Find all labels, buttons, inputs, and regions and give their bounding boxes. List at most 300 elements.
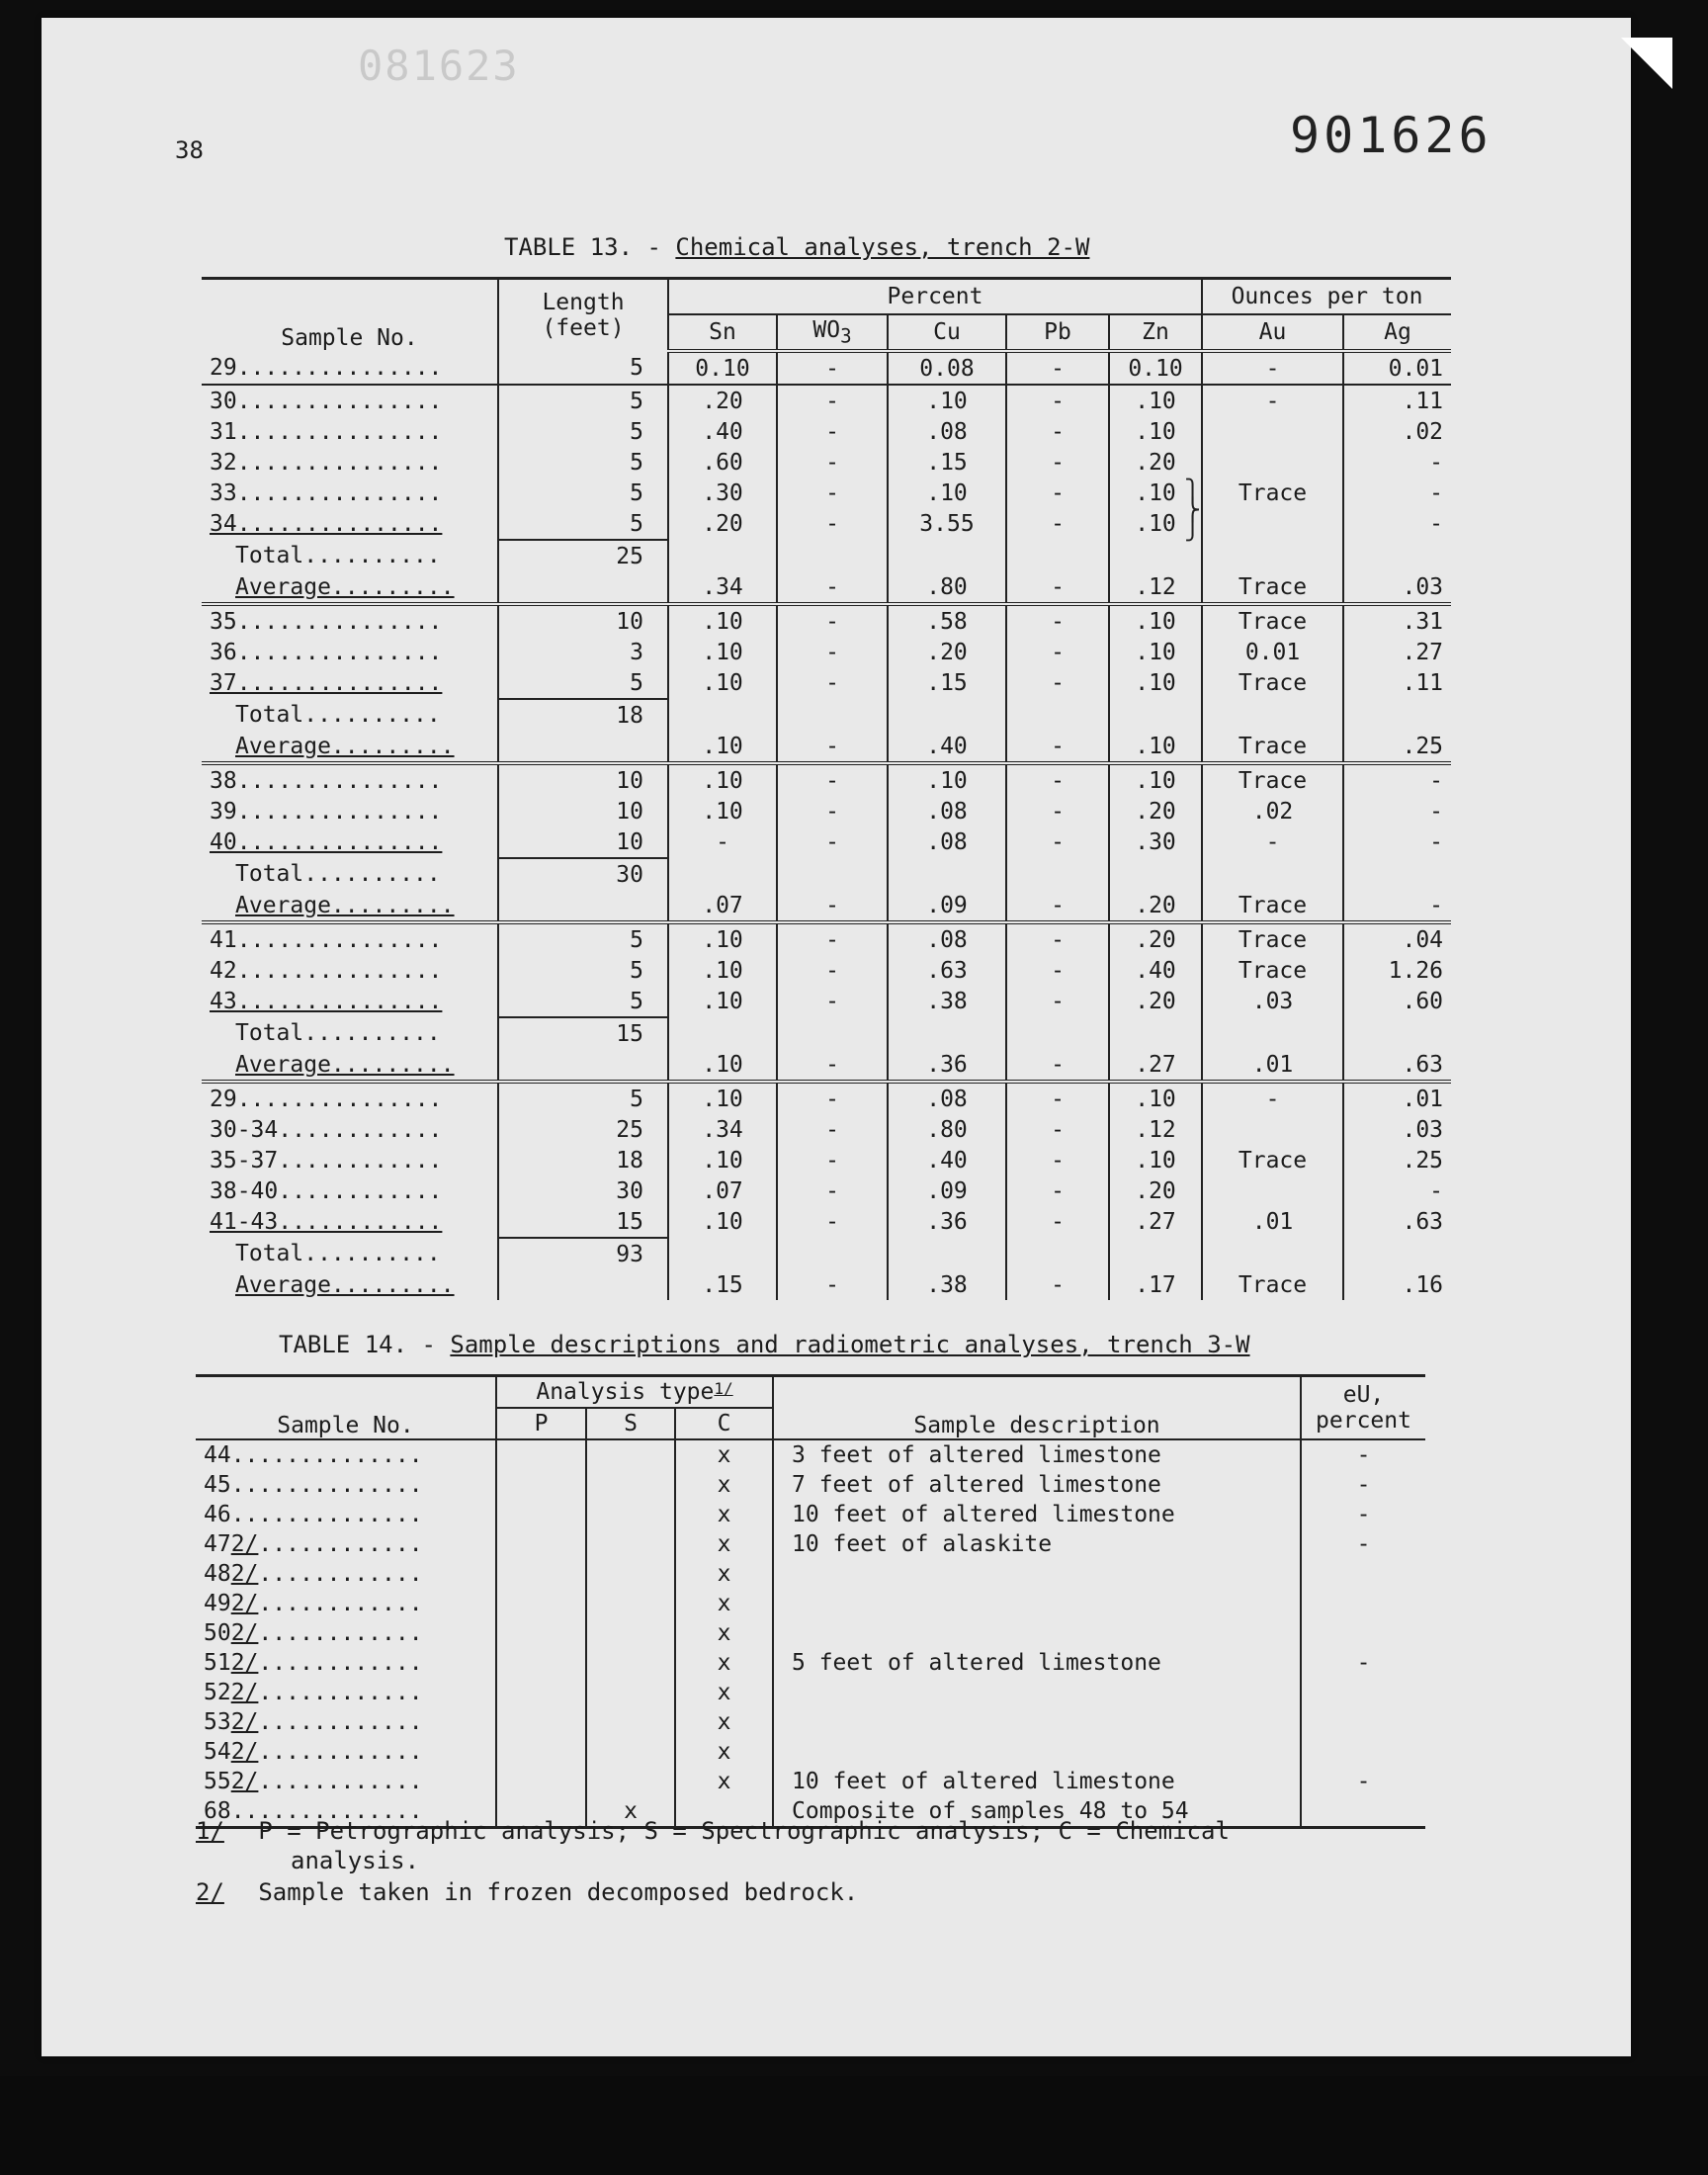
t14-cell-s	[586, 1767, 675, 1796]
t14-cell-p	[496, 1678, 586, 1707]
t13-cell-length	[498, 890, 668, 922]
t14-cell-sample	[196, 1529, 496, 1559]
folded-corner	[1621, 38, 1672, 89]
t13-cell-wo3: -	[777, 1175, 888, 1206]
t13-cell-pb: -	[1006, 637, 1109, 667]
t13-cell-length: 5	[498, 478, 668, 508]
t14-cell-s	[586, 1618, 675, 1648]
t13-cell-sample: 37...............	[210, 670, 443, 696]
t13-cell-sample: 38-40............	[210, 1177, 443, 1204]
t14-cell-p	[496, 1439, 586, 1470]
t13-cell-cu: .10	[888, 763, 1006, 796]
t13-row	[202, 763, 1451, 796]
t14-sample-number: 49	[204, 1591, 231, 1616]
table14-caption-prefix: TABLE 14. -	[279, 1331, 451, 1358]
t13-cell-wo3: -	[777, 385, 888, 416]
t13-cell-length: 5	[498, 447, 668, 478]
t13-cell-cu	[888, 540, 1006, 571]
t14-row	[196, 1470, 1425, 1500]
t13-row	[202, 1114, 1451, 1145]
t13-cell-au: .02	[1202, 796, 1343, 826]
t14-cell-eu	[1301, 1618, 1425, 1648]
t13-cell-cu: .20	[888, 637, 1006, 667]
t13-cell-au: -	[1202, 826, 1343, 858]
t13-cell-sn: .20	[668, 508, 777, 540]
t13-cell-pb	[1006, 699, 1109, 731]
t13-cell-cu: .40	[888, 1145, 1006, 1175]
t14-sample-footnote: 2/	[230, 1620, 259, 1646]
t14-cell-s	[586, 1589, 675, 1618]
t14-cell-c: x	[675, 1559, 773, 1589]
t13-cell-cu: .09	[888, 1175, 1006, 1206]
t13-cell-sn: .10	[668, 955, 777, 986]
t13-head-cu: Cu	[888, 314, 1006, 351]
t13-head-wo3-base: WO	[812, 316, 841, 343]
t13-cell-pb: -	[1006, 986, 1109, 1017]
t13-cell-wo3	[777, 1238, 888, 1269]
t13-cell-sample: Total..........	[235, 702, 441, 728]
t13-cell-au: 0.01	[1202, 637, 1343, 667]
t14-cell-sample	[196, 1767, 496, 1796]
t13-cell-pb: -	[1006, 763, 1109, 796]
t13-cell-zn: .10	[1109, 1082, 1202, 1114]
t13-cell-zn	[1109, 699, 1202, 731]
t14-cell-c: x	[675, 1707, 773, 1737]
t13-cell-length: 5	[498, 1082, 668, 1114]
t13-cell-zn: .12	[1109, 571, 1202, 604]
t14-cell-p	[496, 1559, 586, 1589]
footnote-2-text: Sample taken in frozen decomposed bedrock.	[258, 1878, 859, 1906]
t14-cell-description	[773, 1618, 1301, 1648]
t14-cell-s	[586, 1500, 675, 1529]
t13-cell-cu	[888, 1238, 1006, 1269]
t13-cell-zn	[1109, 540, 1202, 571]
t13-cell-length: 10	[498, 604, 668, 637]
t13-cell-sn	[668, 699, 777, 731]
t13-cell-pb	[1006, 1238, 1109, 1269]
t13-cell-au: Trace	[1202, 478, 1343, 508]
t14-cell-sample	[196, 1618, 496, 1648]
t13-cell-ag: -	[1343, 763, 1451, 796]
t13-cell-zn: .40	[1109, 955, 1202, 986]
t13-cell-wo3: -	[777, 637, 888, 667]
t13-head-zn: Zn	[1109, 314, 1202, 351]
t14-cell-description: 5 feet of altered limestone	[773, 1648, 1301, 1678]
t13-cell-wo3: -	[777, 1145, 888, 1175]
t13-cell-pb: -	[1006, 1082, 1109, 1114]
t13-cell-length	[498, 1269, 668, 1300]
t13-cell-sample: 32...............	[210, 449, 443, 476]
t14-cell-p	[496, 1500, 586, 1529]
t13-cell-sample: 36...............	[210, 639, 443, 665]
t13-cell-zn: .27	[1109, 1049, 1202, 1082]
page-number: 38	[175, 136, 204, 164]
t13-cell-cu: .10	[888, 478, 1006, 508]
t13-cell-length: 30	[498, 858, 668, 890]
t13-cell-au: .03	[1202, 986, 1343, 1017]
t14-sample-number: 52	[204, 1680, 231, 1705]
t13-row	[202, 890, 1451, 922]
t13-cell-wo3	[777, 699, 888, 731]
t13-cell-zn: .17	[1109, 1269, 1202, 1300]
t13-cell-au: Trace	[1202, 955, 1343, 986]
t13-cell-au: Trace	[1202, 604, 1343, 637]
t13-cell-ag: -	[1343, 447, 1451, 478]
t13-head-length-label: Length	[542, 290, 625, 315]
t13-cell-pb: -	[1006, 955, 1109, 986]
t13-row	[202, 699, 1451, 731]
t13-row	[202, 858, 1451, 890]
t14-row	[196, 1737, 1425, 1767]
t13-cell-au: Trace	[1202, 763, 1343, 796]
t13-cell-pb: -	[1006, 1206, 1109, 1238]
t14-head-analysis	[496, 1376, 773, 1409]
t13-cell-sample: Average.........	[235, 1051, 455, 1078]
t13-cell-zn: .10	[1109, 508, 1202, 540]
t13-row	[202, 604, 1451, 637]
t13-head-ounces: Ounces per ton	[1202, 279, 1451, 315]
t14-cell-eu	[1301, 1737, 1425, 1767]
faint-stamp-number: 081623	[358, 42, 520, 90]
t13-cell-pb: -	[1006, 826, 1109, 858]
t14-head-s: S	[586, 1408, 675, 1439]
t13-cell-sample: 29...............	[202, 1082, 498, 1114]
t13-row	[202, 508, 1451, 540]
t13-cell-pb: -	[1006, 796, 1109, 826]
t13-cell-sn: .10	[668, 731, 777, 763]
t14-cell-description: 3 feet of altered limestone	[773, 1439, 1301, 1470]
t14-cell-p	[496, 1618, 586, 1648]
t13-cell-wo3: -	[777, 986, 888, 1017]
t14-sample-dots: ............	[258, 1739, 423, 1765]
t13-cell-sn: .40	[668, 416, 777, 447]
document-number: 901626	[1290, 107, 1493, 164]
t14-cell-eu	[1301, 1678, 1425, 1707]
t13-cell-length: 10	[498, 826, 668, 858]
t14-cell-description	[773, 1737, 1301, 1767]
t13-cell-au: Trace	[1202, 571, 1343, 604]
t13-cell-sample: 30...............	[202, 385, 498, 416]
t14-sample-number: 53	[204, 1709, 231, 1735]
t13-cell-au: Trace	[1202, 890, 1343, 922]
t14-cell-c: x	[675, 1648, 773, 1678]
t13-cell-sample: 31...............	[210, 418, 443, 445]
t13-cell-zn: 0.10	[1109, 351, 1202, 385]
t13-cell-au	[1202, 1114, 1343, 1145]
t14-cell-s	[586, 1470, 675, 1500]
t13-cell-zn	[1109, 1017, 1202, 1049]
t13-cell-au: .01	[1202, 1049, 1343, 1082]
t14-cell-c: x	[675, 1500, 773, 1529]
t13-cell-cu	[888, 699, 1006, 731]
t13-cell-sn: .10	[668, 796, 777, 826]
footnote-1-continued: analysis.	[291, 1847, 420, 1874]
t13-cell-pb: -	[1006, 731, 1109, 763]
t14-head-analysis-fn: 1/	[714, 1379, 733, 1398]
t13-cell-length: 5	[498, 922, 668, 955]
t13-cell-zn	[1109, 1238, 1202, 1269]
t13-cell-au: Trace	[1202, 731, 1343, 763]
t14-cell-s	[586, 1737, 675, 1767]
t13-cell-cu: .09	[888, 890, 1006, 922]
t13-row	[202, 826, 1451, 858]
t13-row	[202, 1238, 1451, 1269]
t14-cell-sample	[196, 1500, 496, 1529]
t13-cell-ag: .02	[1343, 416, 1451, 447]
t14-row	[196, 1618, 1425, 1648]
t13-cell-cu: .80	[888, 571, 1006, 604]
t13-row	[202, 731, 1451, 763]
t13-head-length-unit: (feet)	[542, 315, 625, 341]
table14-caption	[279, 1331, 1250, 1358]
t13-cell-length: 18	[498, 699, 668, 731]
t13-cell-wo3: -	[777, 955, 888, 986]
t13-cell-pb	[1006, 1017, 1109, 1049]
t13-cell-au: Trace	[1202, 922, 1343, 955]
t14-cell-s	[586, 1707, 675, 1737]
t14-cell-description: 10 feet of alaskite	[773, 1529, 1301, 1559]
t13-cell-sn: .10	[668, 763, 777, 796]
t13-cell-sn: .15	[668, 1269, 777, 1300]
t13-cell-wo3: -	[777, 826, 888, 858]
t13-cell-length: 30	[498, 1175, 668, 1206]
t14-cell-s	[586, 1559, 675, 1589]
t13-cell-au: Trace	[1202, 667, 1343, 699]
t14-row	[196, 1589, 1425, 1618]
t14-head-p: P	[496, 1408, 586, 1439]
t13-cell-ag	[1343, 699, 1451, 731]
t14-cell-eu	[1301, 1796, 1425, 1828]
t13-head-length	[498, 279, 668, 352]
t13-row	[202, 1175, 1451, 1206]
t13-cell-zn: .20	[1109, 986, 1202, 1017]
t13-row	[202, 955, 1451, 986]
t13-cell-length: 5	[498, 955, 668, 986]
t13-row	[202, 1082, 1451, 1114]
t14-cell-c: x	[675, 1767, 773, 1796]
t14-sample-dots: ............	[258, 1591, 423, 1616]
t13-cell-wo3: -	[777, 351, 888, 385]
t14-row	[196, 1648, 1425, 1678]
t13-row	[202, 667, 1451, 699]
t13-cell-wo3: -	[777, 571, 888, 604]
t13-cell-wo3: -	[777, 796, 888, 826]
t13-head-sn: Sn	[668, 314, 777, 351]
scanner-background	[0, 2076, 1708, 2175]
t13-cell-cu: .08	[888, 922, 1006, 955]
t13-cell-sn: .10	[668, 1049, 777, 1082]
t13-cell-cu: .10	[888, 385, 1006, 416]
t13-cell-ag: -	[1343, 796, 1451, 826]
t13-cell-length: 18	[498, 1145, 668, 1175]
t13-cell-zn: .20	[1109, 1175, 1202, 1206]
t13-head-pb: Pb	[1006, 314, 1109, 351]
t14-cell-s	[586, 1678, 675, 1707]
t13-cell-wo3: -	[777, 1049, 888, 1082]
t13-cell-length: 15	[498, 1017, 668, 1049]
t13-cell-length: 5	[498, 416, 668, 447]
t14-cell-sample	[196, 1648, 496, 1678]
t13-cell-zn: .10	[1109, 1145, 1202, 1175]
t13-cell-wo3: -	[777, 416, 888, 447]
t14-sample-footnote: 2/	[230, 1561, 259, 1587]
t14-cell-s: x	[586, 1796, 675, 1828]
t13-cell-length: 25	[498, 1114, 668, 1145]
t14-row	[196, 1529, 1425, 1559]
t13-cell-sn	[668, 1017, 777, 1049]
t14-head-eu-label: eU,	[1342, 1382, 1385, 1408]
t13-head-au: Au	[1202, 314, 1343, 351]
t13-cell-sample: 38...............	[202, 763, 498, 796]
table13-caption-title: Chemical analyses, trench 2-W	[675, 233, 1090, 261]
t13-cell-wo3: -	[777, 1206, 888, 1238]
t13-cell-sn: .10	[668, 1206, 777, 1238]
t14-cell-s	[586, 1529, 675, 1559]
t13-cell-wo3: -	[777, 890, 888, 922]
t14-cell-eu: -	[1301, 1648, 1425, 1678]
t13-cell-sample: 41-43............	[210, 1209, 443, 1235]
t13-cell-pb: -	[1006, 1269, 1109, 1300]
t14-head-desc: Sample description	[773, 1376, 1301, 1440]
t13-row	[202, 351, 1451, 385]
t14-cell-description	[773, 1707, 1301, 1737]
t13-head-percent: Percent	[668, 279, 1202, 315]
t13-cell-ag: -	[1343, 890, 1451, 922]
t13-cell-sn: .10	[668, 1082, 777, 1114]
t13-row	[202, 1049, 1451, 1082]
t14-cell-c: x	[675, 1737, 773, 1767]
t13-cell-cu: .40	[888, 731, 1006, 763]
t13-cell-ag: .03	[1343, 571, 1451, 604]
t14-sample-dots: ............	[258, 1680, 423, 1705]
t13-cell-wo3: -	[777, 763, 888, 796]
t14-head-eu-unit: percent	[1316, 1408, 1411, 1434]
t14-sample-number: 44..............	[204, 1442, 423, 1468]
t13-cell-sn: .10	[668, 604, 777, 637]
t14-cell-description	[773, 1678, 1301, 1707]
t14-cell-eu: -	[1301, 1439, 1425, 1470]
t13-cell-cu: .80	[888, 1114, 1006, 1145]
table14	[196, 1374, 1425, 1829]
t13-row	[202, 416, 1451, 447]
t13-cell-cu	[888, 1017, 1006, 1049]
t14-cell-eu: -	[1301, 1500, 1425, 1529]
t14-cell-description: 10 feet of altered limestone	[773, 1767, 1301, 1796]
t14-sample-number: 48	[204, 1561, 231, 1587]
t13-cell-wo3: -	[777, 447, 888, 478]
t13-cell-length	[498, 731, 668, 763]
footnote-1	[196, 1817, 1230, 1845]
t14-cell-sample	[196, 1589, 496, 1618]
t14-cell-p	[496, 1707, 586, 1737]
t13-row	[202, 1017, 1451, 1049]
t13-cell-zn: .30	[1109, 826, 1202, 858]
t13-cell-ag	[1343, 858, 1451, 890]
t13-cell-cu: .08	[888, 796, 1006, 826]
t14-sample-number: 55	[204, 1769, 231, 1794]
t13-cell-au	[1202, 858, 1343, 890]
t13-row	[202, 385, 1451, 416]
t14-cell-p	[496, 1529, 586, 1559]
t13-cell-sn: .10	[668, 637, 777, 667]
t13-cell-au: -	[1202, 1082, 1343, 1114]
t13-cell-sample: 34...............	[210, 511, 443, 537]
table13	[202, 277, 1451, 1300]
t13-cell-sample: 35-37............	[210, 1147, 443, 1174]
t13-cell-sn	[668, 858, 777, 890]
t13-cell-wo3: -	[777, 667, 888, 699]
t14-cell-eu	[1301, 1707, 1425, 1737]
t13-cell-pb: -	[1006, 922, 1109, 955]
t13-row	[202, 637, 1451, 667]
t13-cell-ag: .25	[1343, 731, 1451, 763]
t13-cell-sample: Total..........	[235, 543, 441, 568]
t13-cell-length: 93	[498, 1238, 668, 1269]
t13-cell-au	[1202, 1175, 1343, 1206]
t13-cell-wo3: -	[777, 478, 888, 508]
t13-cell-pb	[1006, 858, 1109, 890]
t13-cell-ag: .27	[1343, 637, 1451, 667]
t13-cell-au	[1202, 447, 1343, 478]
t13-cell-sample: 30-34............	[210, 1116, 443, 1143]
t13-cell-length: 25	[498, 540, 668, 571]
t14-cell-p	[496, 1648, 586, 1678]
t14-sample-footnote: 2/	[230, 1739, 259, 1765]
t13-cell-wo3	[777, 858, 888, 890]
t13-cell-pb: -	[1006, 1114, 1109, 1145]
t13-cell-wo3: -	[777, 1082, 888, 1114]
t13-cell-sample: 43...............	[210, 989, 443, 1014]
t13-cell-cu: .58	[888, 604, 1006, 637]
t13-cell-pb: -	[1006, 604, 1109, 637]
t13-cell-ag: .04	[1343, 922, 1451, 955]
t13-cell-length: 5	[498, 385, 668, 416]
t13-cell-ag	[1343, 1017, 1451, 1049]
t13-cell-wo3: -	[777, 604, 888, 637]
t13-cell-au: .01	[1202, 1206, 1343, 1238]
t13-cell-sn	[668, 540, 777, 571]
t13-row	[202, 796, 1451, 826]
t14-sample-dots: ............	[258, 1769, 423, 1794]
t13-row	[202, 1145, 1451, 1175]
t14-row	[196, 1559, 1425, 1589]
t14-cell-sample	[196, 1470, 496, 1500]
t13-cell-sn: .07	[668, 1175, 777, 1206]
t13-head-sample: Sample No.	[202, 279, 498, 352]
t13-cell-au: -	[1202, 351, 1343, 385]
t13-cell-ag: .63	[1343, 1206, 1451, 1238]
t13-cell-pb: -	[1006, 571, 1109, 604]
t14-cell-p	[496, 1767, 586, 1796]
t13-cell-pb: -	[1006, 1145, 1109, 1175]
t14-sample-footnote: 2/	[230, 1650, 259, 1676]
t13-cell-ag: .31	[1343, 604, 1451, 637]
t14-cell-c: x	[675, 1439, 773, 1470]
t14-sample-footnote: 2/	[230, 1531, 259, 1557]
t13-cell-cu: .15	[888, 667, 1006, 699]
t13-cell-zn: .12	[1109, 1114, 1202, 1145]
t13-cell-length	[498, 1049, 668, 1082]
t13-cell-pb: -	[1006, 447, 1109, 478]
t14-cell-c: x	[675, 1678, 773, 1707]
t13-cell-sample: 42...............	[210, 957, 443, 984]
t13-cell-au	[1202, 540, 1343, 571]
t13-cell-cu: .08	[888, 1082, 1006, 1114]
t13-cell-ag: .11	[1343, 667, 1451, 699]
t13-cell-ag: .11	[1343, 385, 1451, 416]
t13-cell-sn: .34	[668, 1114, 777, 1145]
t13-cell-wo3: -	[777, 1269, 888, 1300]
